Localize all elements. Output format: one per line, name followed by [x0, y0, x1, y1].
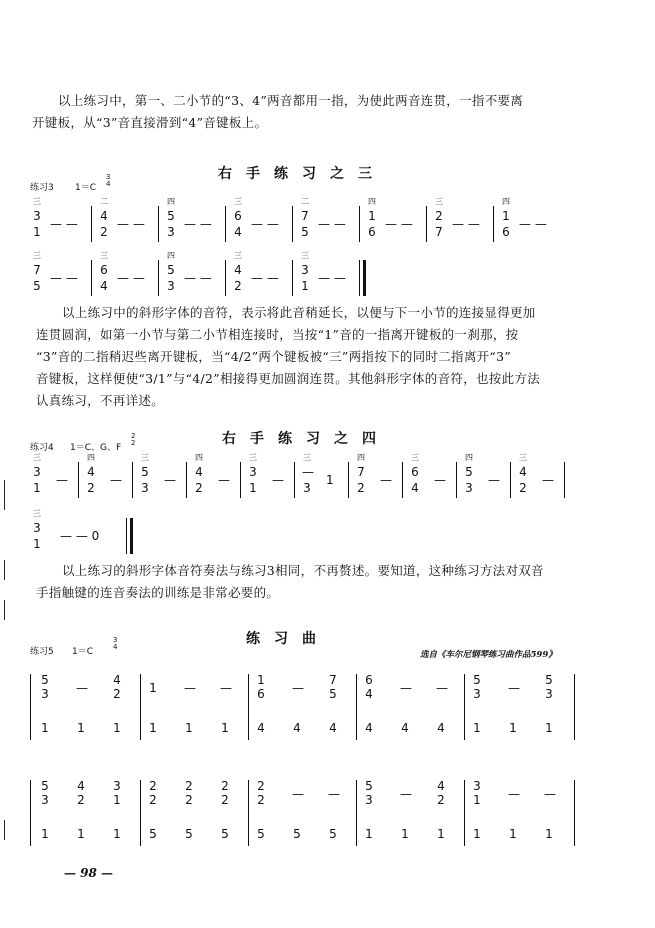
note-lower: 2	[357, 481, 365, 495]
note-lower: 3	[41, 793, 49, 807]
sustain-dash: — —	[318, 217, 346, 231]
barline	[348, 462, 349, 498]
bass-note: 1	[41, 721, 49, 735]
sustain-dash: —	[76, 681, 88, 695]
barline	[356, 780, 357, 846]
note-lower: 4	[100, 279, 108, 293]
note-upper: 3	[301, 263, 309, 277]
note-upper: 5	[473, 673, 481, 687]
barline	[140, 780, 141, 846]
note-upper: 5	[141, 465, 149, 479]
bass-note: 1	[509, 827, 517, 841]
sustain-dash: —	[218, 473, 230, 487]
note-lower: 2	[77, 793, 85, 807]
barline	[464, 674, 465, 740]
finger-number: 二	[301, 197, 309, 206]
note-upper: 5	[41, 673, 49, 687]
note-lower: 3	[473, 687, 481, 701]
barline	[493, 206, 494, 242]
sustain-dash: 1	[149, 681, 157, 695]
note-lower: 2	[100, 225, 108, 239]
source-credit: 选自《车尔尼钢琴练习曲作品599》	[420, 650, 557, 660]
barline	[126, 518, 127, 554]
section-title: 右手练习之四	[222, 431, 390, 447]
note-upper: 6	[411, 465, 419, 479]
finger-number: 四	[167, 251, 175, 260]
finger-number: 四	[368, 197, 376, 206]
bass-note: 4	[293, 721, 301, 735]
note-lower: 4	[365, 687, 373, 701]
note-upper: 3	[33, 465, 41, 479]
sustain-dash: —	[164, 473, 176, 487]
sustain-dash: —	[292, 681, 304, 695]
note-upper: 4	[100, 209, 108, 223]
note-upper: 3	[113, 779, 121, 793]
bass-note: 4	[257, 721, 265, 735]
note-upper: 6	[365, 673, 373, 687]
note-lower: 2	[221, 793, 229, 807]
sustain-dash: —	[544, 787, 556, 801]
section-title: 练习曲	[246, 631, 330, 647]
bass-note: 1	[509, 721, 517, 735]
note-lower: 3	[303, 481, 311, 495]
bass-note: 1	[77, 827, 85, 841]
barline	[186, 462, 187, 498]
note-lower: 6	[257, 687, 265, 701]
note-upper: 2	[221, 779, 229, 793]
barline	[30, 780, 31, 846]
note-upper: 7	[329, 673, 337, 687]
note-lower: 2	[113, 687, 121, 701]
bass-note: 4	[365, 721, 373, 735]
bass-note: 1	[149, 721, 157, 735]
finger-number: 三	[33, 453, 41, 462]
bass-note: 5	[221, 827, 229, 841]
sustain-dash: — —	[50, 271, 78, 285]
note-upper: 3	[249, 465, 257, 479]
sustain-rest: — — 0	[60, 529, 100, 543]
finger-number: 四	[167, 197, 175, 206]
barline	[91, 260, 92, 296]
exercise-label: 练习3	[30, 183, 54, 193]
bass-note: 4	[401, 721, 409, 735]
note-upper: 3	[33, 521, 41, 535]
note-upper: 2	[257, 779, 265, 793]
note-lower: 3	[167, 225, 175, 239]
barline	[248, 674, 249, 740]
page-edge-mark	[4, 480, 5, 510]
finger-number: 三	[141, 453, 149, 462]
note-lower: 2	[437, 793, 445, 807]
sustain-dash: —	[434, 473, 446, 487]
note-upper: 7	[33, 263, 41, 277]
note-lower: 1	[33, 225, 41, 239]
barline	[30, 674, 31, 740]
time-signature: 3 4	[113, 636, 118, 651]
key-signature: 1＝C	[75, 183, 97, 193]
bass-note: 1	[221, 721, 229, 735]
sustain-dash: —	[220, 681, 232, 695]
exercise-label: 练习5	[30, 647, 54, 657]
text-line: 认真练习，不再详述。	[36, 393, 165, 408]
staff-row	[30, 250, 370, 306]
note-upper: 4	[77, 779, 85, 793]
note-lower: 5	[329, 687, 337, 701]
sustain-dash: —	[400, 681, 412, 695]
bass-note: 5	[149, 827, 157, 841]
finger-number: 四	[502, 197, 510, 206]
bass-note: 4	[329, 721, 337, 735]
barline	[140, 674, 141, 740]
barline	[78, 462, 79, 498]
barline	[456, 462, 457, 498]
note-upper: 5	[41, 779, 49, 793]
note-lower: 1	[249, 481, 257, 495]
time-signature: 3 4	[106, 173, 111, 188]
finger-number: 三	[301, 251, 309, 260]
bass-note: 1	[365, 827, 373, 841]
sustain-dash: — —	[318, 271, 346, 285]
note-upper: 3	[33, 209, 41, 223]
bass-note: 1	[473, 721, 481, 735]
finger-number: 二	[100, 197, 108, 206]
time-signature: 2 2	[131, 432, 136, 447]
text-line: 连贯圆润，如第一小节与第二小节相连接时，当按“1”音的一指离开键板的一刹那，按	[36, 327, 519, 342]
sustain-dash: —	[292, 787, 304, 801]
barline	[248, 780, 249, 846]
sustain-dash: — —	[251, 217, 279, 231]
finger-number: 三	[435, 197, 443, 206]
note-upper: —	[302, 465, 314, 479]
barline	[510, 462, 511, 498]
sustain-dash: —	[184, 681, 196, 695]
note-upper: 4	[437, 779, 445, 793]
barline	[225, 206, 226, 242]
grand-staff	[30, 766, 590, 846]
note-upper: 5	[167, 209, 175, 223]
sustain-dash: — —	[251, 271, 279, 285]
page-edge-mark	[4, 600, 5, 620]
note-lower: 2	[149, 793, 157, 807]
note-upper: 4	[87, 465, 95, 479]
staff-row	[30, 452, 590, 508]
sustain-dash: —	[56, 473, 68, 487]
barline	[356, 674, 357, 740]
note-lower: 3	[465, 481, 473, 495]
note-lower: 2	[519, 481, 527, 495]
note-lower: 1	[33, 481, 41, 495]
note-upper: 7	[301, 209, 309, 223]
bass-note: 1	[401, 827, 409, 841]
sustain-dash: —	[328, 787, 340, 801]
sustain-dash: — —	[452, 217, 480, 231]
sustain-dash: 1	[326, 473, 334, 487]
bass-note: 1	[473, 827, 481, 841]
barline	[426, 206, 427, 242]
note-lower: 1	[113, 793, 121, 807]
sustain-dash: — —	[519, 217, 547, 231]
text-line: 以上练习中的斜形字体的音符，表示将此音稍延长，以便与下一小节的连接显得更加	[62, 305, 536, 320]
staff-row	[30, 196, 570, 252]
note-lower: 4	[411, 481, 419, 495]
note-lower: 3	[41, 687, 49, 701]
bass-note: 1	[437, 827, 445, 841]
note-lower: 3	[545, 687, 553, 701]
grand-staff	[30, 660, 590, 740]
bass-note: 5	[293, 827, 301, 841]
sustain-dash: — —	[50, 217, 78, 231]
sustain-dash: —	[488, 473, 500, 487]
page-edge-mark	[4, 560, 5, 580]
finger-number: 三	[519, 453, 527, 462]
sustain-dash: —	[110, 473, 122, 487]
note-upper: 5	[545, 673, 553, 687]
sustain-dash: — —	[184, 271, 212, 285]
note-lower: 6	[502, 225, 510, 239]
key-signature: 1＝C	[72, 647, 94, 657]
note-upper: 5	[167, 263, 175, 277]
note-upper: 4	[519, 465, 527, 479]
bass-note: 4	[437, 721, 445, 735]
sustain-dash: —	[542, 473, 554, 487]
finger-number: 三	[234, 197, 242, 206]
explanation-paragraph	[36, 302, 626, 412]
note-upper: 1	[502, 209, 510, 223]
barline	[359, 260, 360, 296]
note-upper: 2	[149, 779, 157, 793]
note-lower: 7	[435, 225, 443, 239]
note-lower: 4	[234, 225, 242, 239]
note-lower: 2	[87, 481, 95, 495]
sustain-dash: —	[508, 787, 520, 801]
barline	[158, 206, 159, 242]
bass-note: 1	[77, 721, 85, 735]
barline	[464, 780, 465, 846]
finger-number: 四	[357, 453, 365, 462]
bass-note: 1	[185, 721, 193, 735]
bass-note: 5	[185, 827, 193, 841]
barline	[292, 260, 293, 296]
text-line: 音键板，这样便使“3/1”与“4/2”相接得更加圆润连贯。其他斜形字体的音符，也按此方法	[36, 371, 540, 386]
barline	[292, 206, 293, 242]
note-lower: 2	[234, 279, 242, 293]
barline	[158, 260, 159, 296]
barline	[363, 260, 366, 296]
note-upper: 7	[357, 465, 365, 479]
barline	[402, 462, 403, 498]
closing-paragraph	[36, 560, 626, 604]
note-upper: 2	[435, 209, 443, 223]
barline	[240, 462, 241, 498]
intro-paragraph	[32, 90, 618, 134]
exercise-label: 练习4	[30, 443, 54, 453]
finger-number: 四	[87, 453, 95, 462]
note-upper: 5	[365, 779, 373, 793]
barline	[564, 462, 565, 498]
page-edge-mark	[4, 820, 5, 840]
page-number: — 98 —	[64, 866, 114, 880]
text-line: 手指触键的连音奏法的训练是非常必要的。	[36, 585, 280, 600]
bass-note: 5	[257, 827, 265, 841]
key-signature: 1＝C、G、F	[70, 443, 122, 453]
barline	[574, 780, 575, 846]
sustain-dash: — —	[117, 217, 145, 231]
note-upper: 6	[100, 263, 108, 277]
text-line: “3”音的二指稍迟些离开键板，当“4/2”两个键板被“三”两指按下的同时二指离开“3”	[36, 349, 512, 364]
sustain-dash: —	[508, 681, 520, 695]
note-upper: 5	[465, 465, 473, 479]
note-lower: 5	[301, 225, 309, 239]
bass-note: 1	[113, 721, 121, 735]
text-line: 以上练习的斜形字体音符奏法与练习3相同，不再赘述。要知道，这种练习方法对双音	[62, 563, 544, 578]
note-upper: 4	[195, 465, 203, 479]
note-lower: 2	[195, 481, 203, 495]
note-lower: 1	[473, 793, 481, 807]
barline	[91, 206, 92, 242]
note-lower: 1	[33, 537, 41, 551]
note-lower: 5	[33, 279, 41, 293]
finger-number: 三	[33, 197, 41, 206]
sustain-dash: —	[380, 473, 392, 487]
finger-number: 三	[33, 509, 41, 518]
text-line: 以上练习中，第一、二小节的“3、4”两音都用一指，为使此两音连贯，一指不要离	[58, 93, 524, 108]
note-lower: 2	[185, 793, 193, 807]
sustain-dash: — —	[385, 217, 413, 231]
barline	[132, 462, 133, 498]
sustain-dash: —	[400, 787, 412, 801]
bass-note: 1	[545, 721, 553, 735]
bass-note: 1	[41, 827, 49, 841]
note-lower: 3	[365, 793, 373, 807]
note-upper: 2	[185, 779, 193, 793]
finger-number: 三	[100, 251, 108, 260]
note-lower: 1	[301, 279, 309, 293]
staff-row	[30, 508, 190, 564]
note-lower: 6	[368, 225, 376, 239]
bass-note: 1	[113, 827, 121, 841]
barline	[294, 462, 295, 498]
note-lower: 2	[257, 793, 265, 807]
barline	[225, 260, 226, 296]
finger-number: 四	[465, 453, 473, 462]
sustain-dash: —	[436, 681, 448, 695]
note-upper: 1	[257, 673, 265, 687]
note-upper: 6	[234, 209, 242, 223]
finger-number: 三	[33, 251, 41, 260]
finger-number: 三	[411, 453, 419, 462]
note-upper: 3	[473, 779, 481, 793]
finger-number: 三	[249, 453, 257, 462]
finger-number: 四	[195, 453, 203, 462]
barline	[574, 674, 575, 740]
note-lower: 3	[167, 279, 175, 293]
sustain-dash: —	[272, 473, 284, 487]
text-line: 开键板，从“3”音直接滑到“4”音键板上。	[32, 115, 268, 130]
bass-note: 1	[545, 827, 553, 841]
finger-number: 三	[303, 453, 311, 462]
barline	[130, 518, 133, 554]
note-lower: 3	[141, 481, 149, 495]
note-upper: 4	[234, 263, 242, 277]
bass-note: 5	[329, 827, 337, 841]
note-upper: 1	[368, 209, 376, 223]
note-upper: 4	[113, 673, 121, 687]
finger-number: 三	[234, 251, 242, 260]
sustain-dash: — —	[184, 217, 212, 231]
barline	[359, 206, 360, 242]
sustain-dash: — —	[117, 271, 145, 285]
section-title: 右手练习之三	[218, 166, 386, 182]
